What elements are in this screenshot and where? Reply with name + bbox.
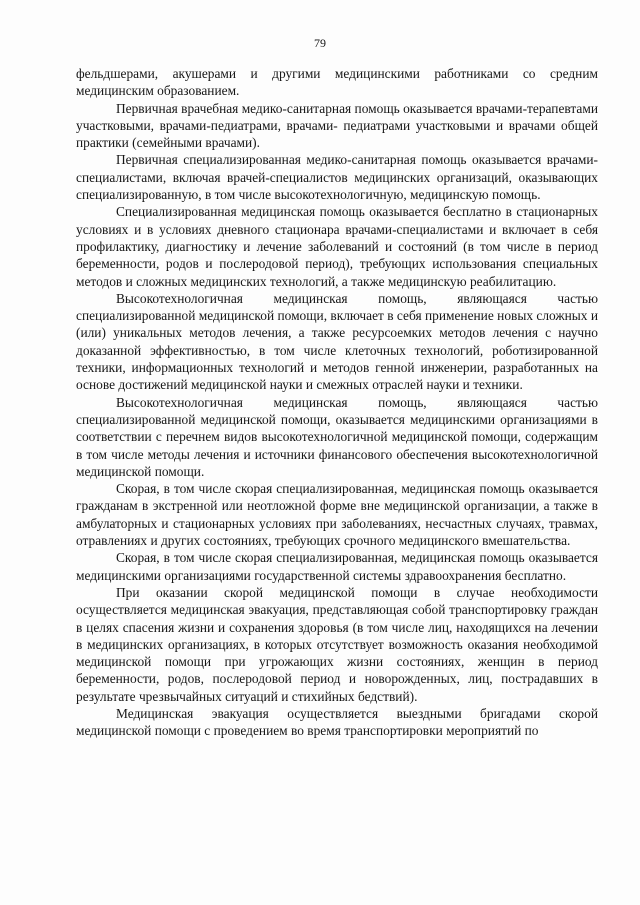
paragraph-medical-evacuation: При оказании скорой медицинской помощи в случае необходимости осуществляется медицинская эвакуация, представляющая собой транспортировку граждан в целях спасения жизни и сохранения здоровья (в том числе лиц, находящихся на лечении в медицинских организациях, в которых отсутствует возможность оказания необходимой медицинской помощи при угрожающих жизни состояниях, женщин в период беременности, родов, послеродовой период и новорожденных, лиц, пострадавших в результате чрезвычайных ситуаций и стихийных бедствий). [76,584,598,704]
paragraph-emergency-care-free: Скорая, в том числе скорая специализированная, медицинская помощь оказывается медицинскими организациями государственной системы здравоохранения бесплатно. [76,550,598,583]
paragraph-specialized-care: Специализированная медицинская помощь оказывается бесплатно в стационарных условиях и в условиях дневного стационара врачами-специалистами и включает в себя профилактику, диагностику и лечение заболеваний и состояний (в том числе в период беременности, родов и послеродовой период), требующих использования специальных методов и сложных медицинских технологий, а также медицинскую реабилитацию. [76,204,598,289]
paragraph-emergency-care: Скорая, в том числе скорая специализированная, медицинская помощь оказывается гражданам в экстренной или неотложной форме вне медицинской организации, а также в амбулаторных и стационарных условиях при заболеваниях, несчастных случаях, травмах, отравлениях и других состояниях, требующих срочного медицинского вмешательства. [76,481,598,549]
paragraph-primary-specialized-care: Первичная специализированная медико-санитарная помощь оказывается врачами-специалистами, включая врачей-специалистов медицинских организаций, оказывающих специализированную, в том числе высокотехнологичную, медицинскую помощь. [76,152,598,203]
paragraph-evacuation-teams: Медицинская эвакуация осуществляется выездными бригадами скорой медицинской помощи с проведением во время транспортировки мероприятий по [76,705,598,739]
page-number: 79 [314,36,326,50]
paragraph-primary-physician-care: Первичная врачебная медико-санитарная помощь оказывается врачами-терапевтами участковыми, врачами-педиатрами, врачами- педиатрами участковыми и врачами общей практики (семейными врачами). [76,100,598,151]
paragraph-high-tech-care-definition: Высокотехнологичная медицинская помощь, являющаяся частью специализированной медицинской помощи, включает в себя применение новых сложных и (или) уникальных методов лечения, а также ресурсоемких методов лечения с научно доказанной эффективностью, в том числе клеточных технологий, роботизированной техники, информационных технологий и методов генной инженерии, разработанных на основе достижений медицинской науки и смежных отраслей науки и техники. [76,290,598,393]
document-body [76,65,598,740]
paragraph-high-tech-care-provision: Высокотехнологичная медицинская помощь, являющаяся частью специализированной медицинской помощи, оказывается медицинскими организациями в соответствии с перечнем видов высокотехнологичной медицинской помощи, содержащим в том числе методы лечения и источники финансового обеспечения высокотехнологичной медицинской помощи. [76,394,598,479]
paragraph-continuation: фельдшерами, акушерами и другими медицинскими работниками со средним медицинским образованием. [76,66,598,99]
